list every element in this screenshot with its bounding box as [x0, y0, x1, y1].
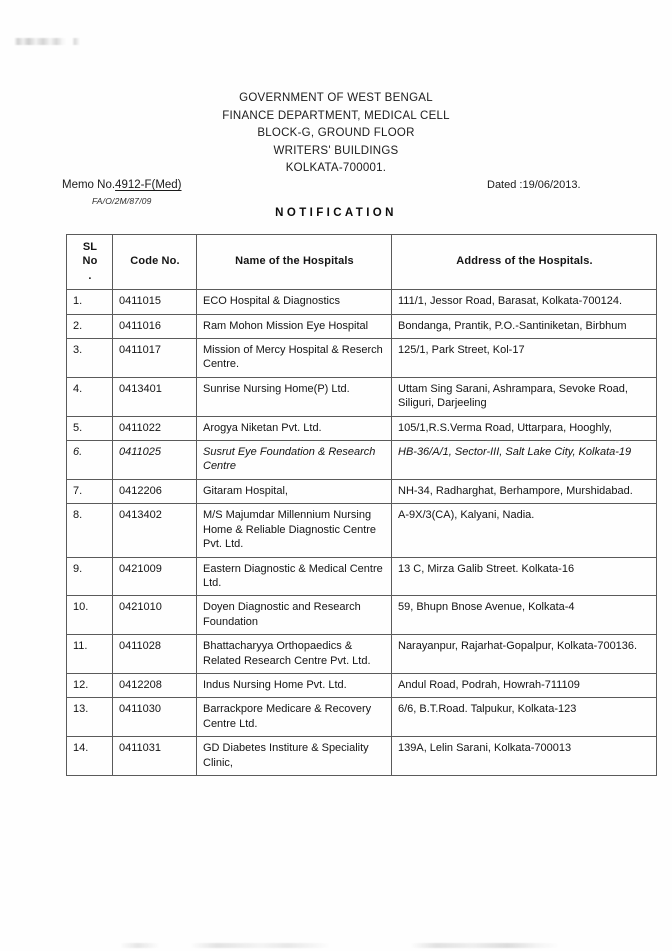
cell-hospital-address: NH-34, Radharghat, Berhampore, Murshidabad.	[392, 479, 657, 503]
cell-sl-no: 13.	[67, 698, 113, 737]
cell-hospital-name: Susrut Eye Foundation & Research Centre	[197, 441, 392, 480]
table-row	[67, 557, 657, 596]
cell-hospital-name: Mission of Mercy Hospital & Reserch Centre.	[197, 339, 392, 378]
table-row	[67, 377, 657, 416]
cell-hospital-address: 111/1, Jessor Road, Barasat, Kolkata-700124.	[392, 290, 657, 314]
column-header-sl-line2: No	[82, 255, 98, 268]
memo-value: 4912-F(Med)	[115, 179, 182, 191]
table-row	[67, 339, 657, 378]
table-body	[67, 290, 657, 776]
letterhead-line-block: BLOCK-G, GROUND FLOOR	[257, 127, 415, 139]
cell-code-no: 0413402	[113, 504, 197, 557]
table-row	[67, 416, 657, 440]
cell-hospital-name: Arogya Niketan Pvt. Ltd.	[197, 416, 392, 440]
cell-code-no: 0411016	[113, 314, 197, 338]
table-row	[67, 673, 657, 697]
table-row	[67, 314, 657, 338]
letterhead-line-government: GOVERNMENT OF WEST BENGAL	[239, 92, 433, 104]
hospitals-table-container	[66, 234, 638, 776]
cell-hospital-name: GD Diabetes Institure & Speciality Clinic,	[197, 737, 392, 776]
table-row	[67, 698, 657, 737]
cell-code-no: 0411022	[113, 416, 197, 440]
cell-code-no: 0411017	[113, 339, 197, 378]
cell-hospital-name: Barrackpore Medicare & Recovery Centre Ltd.	[197, 698, 392, 737]
letterhead	[0, 90, 672, 178]
cell-hospital-address: Bondanga, Prantik, P.O.-Santiniketan, Birbhum	[392, 314, 657, 338]
column-header-sl-no	[67, 235, 113, 290]
column-header-sl-line3: .	[88, 269, 92, 282]
cell-hospital-address: 13 C, Mirza Galib Street. Kolkata-16	[392, 557, 657, 596]
cell-sl-no: 11.	[67, 635, 113, 674]
cell-code-no: 0421010	[113, 596, 197, 635]
cell-hospital-address: 139A, Lelin Sarani, Kolkata-700013	[392, 737, 657, 776]
letterhead-line-department: FINANCE DEPARTMENT, MEDICAL CELL	[222, 109, 450, 122]
cell-sl-no: 7.	[67, 479, 113, 503]
notification-title: NOTIFICATION	[275, 207, 397, 219]
cell-hospital-address: Uttam Sing Sarani, Ashrampara, Sevoke Road, Siliguri, Darjeeling	[392, 377, 657, 416]
cell-hospital-address: 59, Bhupn Bnose Avenue, Kolkata-4	[392, 596, 657, 635]
cell-code-no: 0411028	[113, 635, 197, 674]
cell-hospital-address: A-9X/3(CA), Kalyani, Nadia.	[392, 504, 657, 557]
cell-hospital-address: 125/1, Park Street, Kol-17	[392, 339, 657, 378]
cell-hospital-address: Andul Road, Podrah, Howrah-711109	[392, 673, 657, 697]
cell-sl-no: 9.	[67, 557, 113, 596]
cell-code-no: 0413401	[113, 377, 197, 416]
memo-number	[62, 179, 182, 191]
table-row	[67, 479, 657, 503]
cell-sl-no: 10.	[67, 596, 113, 635]
cell-hospital-name: Ram Mohon Mission Eye Hospital	[197, 314, 392, 338]
table-row	[67, 441, 657, 480]
cell-sl-no: 6.	[67, 441, 113, 480]
column-header-name: Name of the Hospitals	[197, 235, 392, 290]
cell-hospital-name: Sunrise Nursing Home(P) Ltd.	[197, 377, 392, 416]
cell-sl-no: 4.	[67, 377, 113, 416]
table-row	[67, 290, 657, 314]
cell-hospital-address: 105/1,R.S.Verma Road, Uttarpara, Hooghly,	[392, 416, 657, 440]
cell-sl-no: 1.	[67, 290, 113, 314]
cell-hospital-name: Bhattacharyya Orthopaedics & Related Research Centre Pvt. Ltd.	[197, 635, 392, 674]
memo-reference: FA/O/2M/87/09	[92, 196, 152, 206]
cell-hospital-address: 6/6, B.T.Road. Talpukur, Kolkata-123	[392, 698, 657, 737]
table-row	[67, 596, 657, 635]
cell-hospital-name: M/S Majumdar Millennium Nursing Home & Reliable Diagnostic Centre Pvt. Ltd.	[197, 504, 392, 557]
column-header-code-no: Code No.	[113, 235, 197, 290]
cell-code-no: 0411015	[113, 290, 197, 314]
scan-artifact-bottom-edge	[120, 943, 560, 948]
table-header-row	[67, 235, 657, 290]
cell-code-no: 0411030	[113, 698, 197, 737]
table-header	[67, 235, 657, 290]
cell-code-no: 0411031	[113, 737, 197, 776]
table-row	[67, 635, 657, 674]
table-row	[67, 504, 657, 557]
cell-code-no: 0421009	[113, 557, 197, 596]
column-header-address: Address of the Hospitals.	[392, 235, 657, 290]
column-header-sl-line1: SL	[82, 241, 98, 253]
hospitals-table	[66, 234, 657, 776]
cell-sl-no: 14.	[67, 737, 113, 776]
cell-hospital-address: HB-36/A/1, Sector-III, Salt Lake City, Kolkata-19	[392, 441, 657, 480]
cell-sl-no: 8.	[67, 504, 113, 557]
letterhead-line-buildings: WRITERS' BUILDINGS	[273, 144, 399, 157]
cell-hospital-address: Narayanpur, Rajarhat-Gopalpur, Kolkata-700136.	[392, 635, 657, 674]
cell-code-no: 0412208	[113, 673, 197, 697]
cell-code-no: 0412206	[113, 479, 197, 503]
cell-hospital-name: ECO Hospital & Diagnostics	[197, 290, 392, 314]
cell-sl-no: 5.	[67, 416, 113, 440]
cell-sl-no: 12.	[67, 673, 113, 697]
memo-label: Memo No.	[62, 179, 116, 191]
cell-hospital-name: Eastern Diagnostic & Medical Centre Ltd.	[197, 557, 392, 596]
cell-hospital-name: Indus Nursing Home Pvt. Ltd.	[197, 673, 392, 697]
cell-sl-no: 2.	[67, 314, 113, 338]
scan-artifact-top-left	[14, 38, 80, 45]
memo-dated: Dated :19/06/2013.	[487, 179, 581, 191]
cell-sl-no: 3.	[67, 339, 113, 378]
cell-code-no: 0411025	[113, 441, 197, 480]
letterhead-line-city: KOLKATA-700001.	[285, 162, 387, 174]
cell-hospital-name: Doyen Diagnostic and Research Foundation	[197, 596, 392, 635]
table-row	[67, 737, 657, 776]
cell-hospital-name: Gitaram Hospital,	[197, 479, 392, 503]
